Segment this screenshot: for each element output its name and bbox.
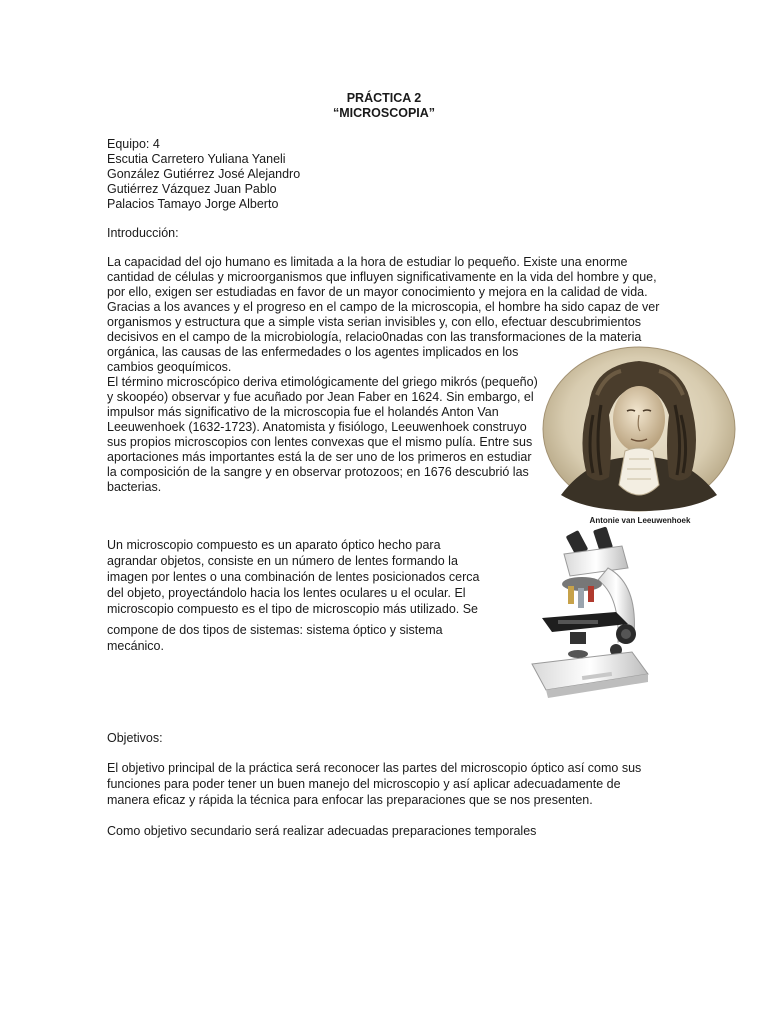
intro-line: y skoopéo) observar y fue acuñado por Jean Faber en 1624. Sin embargo, el	[107, 390, 534, 404]
intro-line: cantidad de células y microorganismos que influyen significativamente en la vida del hombre y que,	[107, 270, 657, 284]
intro-line: orgánica, las causas de las enfermedades o los agentes implicados en los	[107, 345, 519, 359]
compound-line: imagen por lentes o una combinación de lentes posicionados cerca	[107, 570, 480, 584]
intro-line: decisivos en el campo de la microbiología, relacio0nadas con las transformaciones de la materia	[107, 330, 642, 344]
objectives-secondary: Como objetivo secundario será realizar adecuadas preparaciones temporales	[107, 824, 537, 838]
objectives-heading: Objetivos:	[107, 731, 163, 745]
intro-line: por ello, exigen ser estudiadas en favor de un mayor conocimiento y mejora en la calidad de vida.	[107, 285, 648, 299]
team-member: Palacios Tamayo Jorge Alberto	[107, 197, 279, 211]
portrait-caption: Antonie van Leeuwenhoek	[589, 516, 691, 525]
intro-heading: Introducción:	[107, 226, 179, 240]
team-label: Equipo: 4	[107, 137, 160, 151]
intro-line: organismos y estructura que a simple vista serian invisibles y, con ello, efectuar descubrimientos	[107, 315, 642, 329]
objectives-line: manera eficaz y rápida la técnica para enfocar las preparaciones que se nos presenten.	[107, 793, 593, 807]
team-member: González Gutiérrez José Alejandro	[107, 167, 301, 181]
intro-line: sus propios microscopios con lentes convexas que el mismo pulía. Entre sus	[107, 435, 533, 449]
compound-line: microscopio compuesto es el tipo de microscopio más utilizado. Se	[107, 602, 479, 616]
compound-line: mecánico.	[107, 639, 164, 653]
intro-line: Gracias a los avances y el progreso en el campo de la microscopia, el hombre ha sido capaz de ver	[107, 300, 660, 314]
team-member: Escutia Carretero Yuliana Yaneli	[107, 152, 286, 166]
intro-line: la composición de la sangre y en observar protozoos; en 1676 descubrió las	[107, 465, 529, 479]
page-title: PRÁCTICA 2	[346, 91, 422, 105]
compound-line: Un microscopio compuesto es un aparato óptico hecho para	[107, 538, 441, 552]
intro-line: aportaciones más importantes está la de ser uno de los primeros en estudiar	[107, 450, 532, 464]
leeuwenhoek-portrait	[541, 345, 737, 513]
intro-line: cambios geoquímicos.	[107, 360, 232, 374]
intro-line: impulsor más significativo de la microscopia fue el holandés Anton Van	[107, 405, 499, 419]
objectives-line: funciones para poder tener un buen manejo del microscopio y así aplicar adecuadamente de	[107, 777, 621, 791]
page-subtitle: “MICROSCOPIA”	[332, 106, 436, 120]
microscope-image	[512, 524, 658, 708]
intro-line: Leeuwenhoek (1632-1723). Anatomista y fisiólogo, Leeuwenhoek construyo	[107, 420, 527, 434]
intro-line: El término microscópico deriva etimológicamente del griego mikrós (pequeño)	[107, 375, 538, 389]
compound-line: compone de dos tipos de sistemas: sistema óptico y sistema	[107, 623, 443, 637]
objectives-line: El objetivo principal de la práctica será reconocer las partes del microscopio óptico así como sus	[107, 761, 642, 775]
compound-line: del objeto, proyectándolo hacia los lentes oculares u el ocular. El	[107, 586, 466, 600]
intro-line: La capacidad del ojo humano es limitada a la hora de estudiar lo pequeño. Existe una enorme	[107, 255, 628, 269]
compound-line: agrandar objetos, consiste en un número de lentes formando la	[107, 554, 458, 568]
team-member: Gutiérrez Vázquez Juan Pablo	[107, 182, 277, 196]
intro-line: bacterias.	[107, 480, 162, 494]
